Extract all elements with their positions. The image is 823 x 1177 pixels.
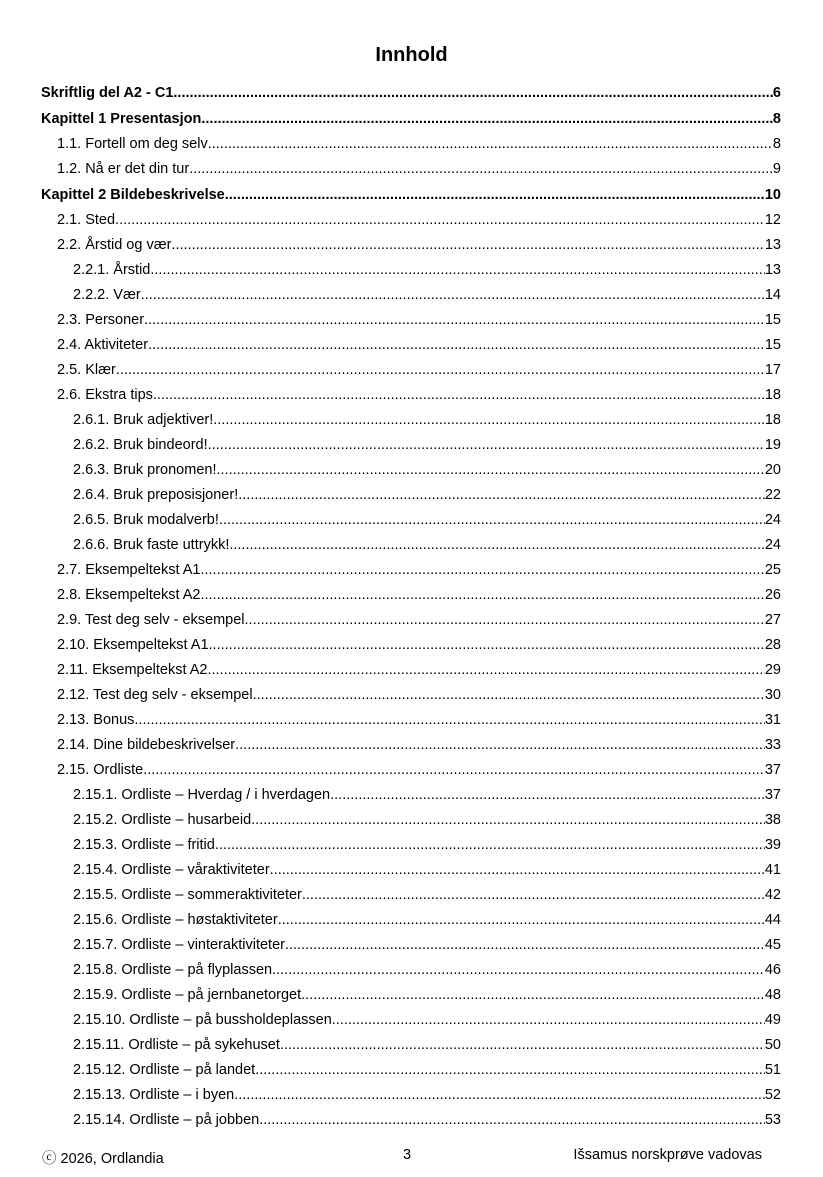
toc-dot-leader bbox=[301, 983, 765, 1008]
toc-entry-page: 8 bbox=[772, 136, 781, 152]
toc-entry-title: 2.15.3. Ordliste – fritid bbox=[73, 837, 215, 853]
toc-entry-page: 9 bbox=[772, 161, 781, 177]
toc-entry-title: 2.5. Klær bbox=[57, 362, 116, 378]
toc-entry-page: 15 bbox=[764, 337, 781, 353]
toc-dot-leader bbox=[235, 733, 765, 758]
toc-entry-title: 2.2.2. Vær bbox=[73, 287, 141, 303]
toc-dot-leader bbox=[225, 182, 765, 208]
toc-dot-leader bbox=[251, 808, 765, 833]
toc-entry[interactable] bbox=[41, 1083, 781, 1108]
toc-entry[interactable] bbox=[41, 533, 781, 558]
toc-entry-title: 2.6. Ekstra tips bbox=[57, 387, 153, 403]
table-of-contents bbox=[41, 80, 781, 1133]
toc-entry-title: 2.6.3. Bruk pronomen! bbox=[73, 462, 217, 478]
toc-entry-title: 2.15.8. Ordliste – på flyplassen bbox=[73, 962, 273, 978]
toc-entry-title: 2.10. Eksempeltekst A1 bbox=[57, 637, 209, 653]
toc-dot-leader bbox=[144, 308, 765, 333]
toc-dot-leader bbox=[332, 1008, 765, 1033]
toc-entry-title: 2.15.2. Ordliste – husarbeid bbox=[73, 812, 252, 828]
toc-entry[interactable] bbox=[41, 458, 781, 483]
toc-dot-leader bbox=[209, 633, 765, 658]
toc-entry-page: 24 bbox=[764, 537, 781, 553]
toc-entry[interactable] bbox=[41, 1033, 781, 1058]
toc-entry-title: 2.12. Test deg selv - eksempel bbox=[57, 687, 253, 703]
toc-dot-leader bbox=[153, 383, 765, 408]
toc-entry[interactable] bbox=[41, 508, 781, 533]
toc-entry-page: 53 bbox=[764, 1112, 781, 1128]
toc-entry[interactable] bbox=[41, 258, 781, 283]
toc-entry-page: 31 bbox=[764, 712, 781, 728]
toc-entry-page: 51 bbox=[764, 1062, 781, 1078]
toc-entry-page: 33 bbox=[764, 737, 781, 753]
toc-entry[interactable] bbox=[41, 983, 781, 1008]
toc-entry-page: 41 bbox=[764, 862, 781, 878]
toc-entry-title: 2.15. Ordliste bbox=[57, 762, 144, 778]
toc-entry[interactable] bbox=[41, 132, 781, 157]
toc-dot-leader bbox=[208, 132, 773, 157]
toc-entry-title: 2.15.9. Ordliste – på jernbanetorget bbox=[73, 987, 302, 1003]
toc-entry-title: 1.1. Fortell om deg selv bbox=[57, 136, 208, 152]
toc-entry-page: 24 bbox=[764, 512, 781, 528]
toc-entry-page: 39 bbox=[764, 837, 781, 853]
toc-entry-title: 2.15.6. Ordliste – høstaktiviteter bbox=[73, 912, 278, 928]
toc-entry-title: 2.6.1. Bruk adjektiver! bbox=[73, 412, 214, 428]
toc-entry-page: 8 bbox=[772, 111, 781, 127]
toc-entry[interactable] bbox=[41, 758, 781, 783]
toc-entry-page: 15 bbox=[764, 312, 781, 328]
toc-dot-leader bbox=[143, 758, 765, 783]
toc-dot-leader bbox=[173, 80, 773, 106]
toc-entry-page: 13 bbox=[764, 237, 781, 253]
toc-entry-title: 2.2.1. Årstid bbox=[73, 262, 151, 278]
toc-entry[interactable] bbox=[41, 383, 781, 408]
toc-entry-page: 18 bbox=[764, 387, 781, 403]
toc-entry-title: 2.15.10. Ordliste – på bussholdeplassen bbox=[73, 1012, 332, 1028]
toc-entry-page: 10 bbox=[764, 187, 781, 203]
toc-entry[interactable] bbox=[41, 933, 781, 958]
toc-entry-title: Kapittel 2 Bildebeskrivelse bbox=[41, 187, 225, 203]
toc-entry-page: 30 bbox=[764, 687, 781, 703]
toc-dot-leader bbox=[238, 483, 765, 508]
toc-dot-leader bbox=[272, 958, 765, 983]
toc-dot-leader bbox=[280, 1033, 765, 1058]
toc-entry[interactable] bbox=[41, 80, 781, 106]
toc-dot-leader bbox=[270, 858, 765, 883]
toc-dot-leader bbox=[234, 1083, 765, 1108]
toc-entry-page: 42 bbox=[764, 887, 781, 903]
toc-dot-leader bbox=[141, 283, 765, 308]
toc-entry-page: 37 bbox=[764, 762, 781, 778]
toc-entry-page: 17 bbox=[764, 362, 781, 378]
toc-entry[interactable] bbox=[41, 208, 781, 233]
toc-entry-title: 2.2. Årstid og vær bbox=[57, 237, 172, 253]
toc-entry-page: 29 bbox=[764, 662, 781, 678]
toc-entry-page: 20 bbox=[764, 462, 781, 478]
toc-dot-leader bbox=[200, 558, 764, 583]
toc-dot-leader bbox=[278, 908, 765, 933]
toc-entry-title: Skriftlig del A2 - C1 bbox=[41, 85, 174, 101]
toc-entry[interactable] bbox=[41, 106, 781, 132]
toc-entry-page: 18 bbox=[764, 412, 781, 428]
toc-entry-page: 19 bbox=[764, 437, 781, 453]
toc-dot-leader bbox=[201, 106, 773, 132]
toc-dot-leader bbox=[229, 533, 765, 558]
toc-entry-page: 50 bbox=[764, 1037, 781, 1053]
toc-entry-title: 2.7. Eksempeltekst A1 bbox=[57, 562, 201, 578]
toc-entry-title: 2.14. Dine bildebeskrivelser bbox=[57, 737, 236, 753]
toc-entry-title: 2.6.6. Bruk faste uttrykk! bbox=[73, 537, 230, 553]
toc-entry-page: 44 bbox=[764, 912, 781, 928]
toc-entry[interactable] bbox=[41, 182, 781, 208]
toc-dot-leader bbox=[245, 608, 765, 633]
toc-entry-title: 2.6.2. Bruk bindeord! bbox=[73, 437, 208, 453]
toc-entry[interactable] bbox=[41, 558, 781, 583]
toc-entry[interactable] bbox=[41, 708, 781, 733]
toc-entry[interactable] bbox=[41, 283, 781, 308]
toc-entry[interactable] bbox=[41, 408, 781, 433]
toc-entry[interactable] bbox=[41, 808, 781, 833]
toc-dot-leader bbox=[115, 208, 765, 233]
toc-entry-page: 28 bbox=[764, 637, 781, 653]
toc-entry[interactable] bbox=[41, 658, 781, 683]
toc-entry-title: Kapittel 1 Presentasjon bbox=[41, 111, 202, 127]
toc-entry[interactable] bbox=[41, 908, 781, 933]
toc-dot-leader bbox=[330, 783, 765, 808]
toc-entry[interactable] bbox=[41, 783, 781, 808]
toc-entry-page: 12 bbox=[764, 212, 781, 228]
toc-entry[interactable] bbox=[41, 833, 781, 858]
footer-page-number: 3 bbox=[403, 1147, 412, 1163]
toc-dot-leader bbox=[302, 883, 765, 908]
toc-entry[interactable] bbox=[41, 958, 781, 983]
toc-dot-leader bbox=[150, 258, 764, 283]
toc-entry-title: 2.8. Eksempeltekst A2 bbox=[57, 587, 201, 603]
footer-document-name: Išsamus norskprøve vadovas bbox=[573, 1147, 762, 1163]
toc-dot-leader bbox=[253, 683, 765, 708]
toc-entry[interactable] bbox=[41, 308, 781, 333]
toc-entry[interactable] bbox=[41, 583, 781, 608]
toc-entry[interactable] bbox=[41, 858, 781, 883]
toc-entry-title: 2.15.7. Ordliste – vinteraktiviteter bbox=[73, 937, 285, 953]
toc-dot-leader bbox=[200, 583, 764, 608]
toc-entry[interactable] bbox=[41, 157, 781, 182]
toc-entry[interactable] bbox=[41, 358, 781, 383]
toc-entry[interactable] bbox=[41, 883, 781, 908]
toc-entry-page: 49 bbox=[764, 1012, 781, 1028]
toc-entry-page: 37 bbox=[764, 787, 781, 803]
toc-entry-page: 22 bbox=[764, 487, 781, 503]
toc-entry-title: 2.3. Personer bbox=[57, 312, 145, 328]
toc-entry-title: 1.2. Nå er det din tur bbox=[57, 161, 190, 177]
toc-entry-title: 2.13. Bonus bbox=[57, 712, 135, 728]
toc-entry-title: 2.15.12. Ordliste – på landet bbox=[73, 1062, 256, 1078]
toc-dot-leader bbox=[213, 408, 765, 433]
page-footer bbox=[42, 1147, 762, 1167]
toc-entry[interactable] bbox=[41, 633, 781, 658]
toc-dot-leader bbox=[148, 333, 765, 358]
toc-dot-leader bbox=[255, 1058, 765, 1083]
toc-dot-leader bbox=[216, 458, 764, 483]
toc-entry[interactable] bbox=[41, 1058, 781, 1083]
toc-dot-leader bbox=[219, 508, 765, 533]
toc-entry[interactable] bbox=[41, 608, 781, 633]
toc-entry-title: 2.15.14. Ordliste – på jobben bbox=[73, 1112, 260, 1128]
toc-entry-page: 26 bbox=[764, 587, 781, 603]
toc-entry-page: 14 bbox=[764, 287, 781, 303]
toc-entry-title: 2.15.13. Ordliste – i byen bbox=[73, 1087, 235, 1103]
toc-entry-title: 2.6.5. Bruk modalverb! bbox=[73, 512, 219, 528]
toc-entry-page: 25 bbox=[764, 562, 781, 578]
toc-dot-leader bbox=[285, 933, 765, 958]
toc-entry[interactable] bbox=[41, 433, 781, 458]
toc-dot-leader bbox=[171, 233, 764, 258]
toc-entry-title: 2.9. Test deg selv - eksempel bbox=[57, 612, 245, 628]
toc-entry[interactable] bbox=[41, 233, 781, 258]
toc-entry-title: 2.1. Sted bbox=[57, 212, 116, 228]
toc-entry-page: 45 bbox=[764, 937, 781, 953]
toc-entry-page: 6 bbox=[772, 85, 781, 101]
toc-entry-title: 2.15.1. Ordliste – Hverdag / i hverdagen bbox=[73, 787, 331, 803]
toc-dot-leader bbox=[207, 658, 764, 683]
toc-dot-leader bbox=[116, 358, 765, 383]
toc-entry-page: 46 bbox=[764, 962, 781, 978]
toc-entry[interactable] bbox=[41, 483, 781, 508]
toc-entry[interactable] bbox=[41, 333, 781, 358]
toc-dot-leader bbox=[259, 1108, 765, 1133]
footer-copyright: ⓒ 2026, Ordlandia bbox=[42, 1151, 164, 1167]
toc-entry[interactable] bbox=[41, 1108, 781, 1133]
toc-entry-title: 2.15.4. Ordliste – våraktiviteter bbox=[73, 862, 270, 878]
toc-entry-page: 52 bbox=[764, 1087, 781, 1103]
toc-entry-title: 2.6.4. Bruk preposisjoner! bbox=[73, 487, 239, 503]
toc-entry[interactable] bbox=[41, 733, 781, 758]
toc-entry-page: 48 bbox=[764, 987, 781, 1003]
toc-dot-leader bbox=[189, 157, 773, 182]
page-title: Innhold bbox=[375, 44, 448, 66]
toc-entry-page: 38 bbox=[764, 812, 781, 828]
toc-entry-page: 27 bbox=[764, 612, 781, 628]
toc-entry-title: 2.4. Aktiviteter bbox=[57, 337, 149, 353]
toc-dot-leader bbox=[208, 433, 765, 458]
toc-dot-leader bbox=[215, 833, 765, 858]
toc-entry[interactable] bbox=[41, 1008, 781, 1033]
toc-entry-title: 2.15.5. Ordliste – sommeraktiviteter bbox=[73, 887, 302, 903]
toc-entry-title: 2.15.11. Ordliste – på sykehuset bbox=[73, 1037, 280, 1053]
toc-dot-leader bbox=[134, 708, 764, 733]
toc-entry-title: 2.11. Eksempeltekst A2 bbox=[57, 662, 208, 678]
toc-entry-page: 13 bbox=[764, 262, 781, 278]
toc-entry[interactable] bbox=[41, 683, 781, 708]
